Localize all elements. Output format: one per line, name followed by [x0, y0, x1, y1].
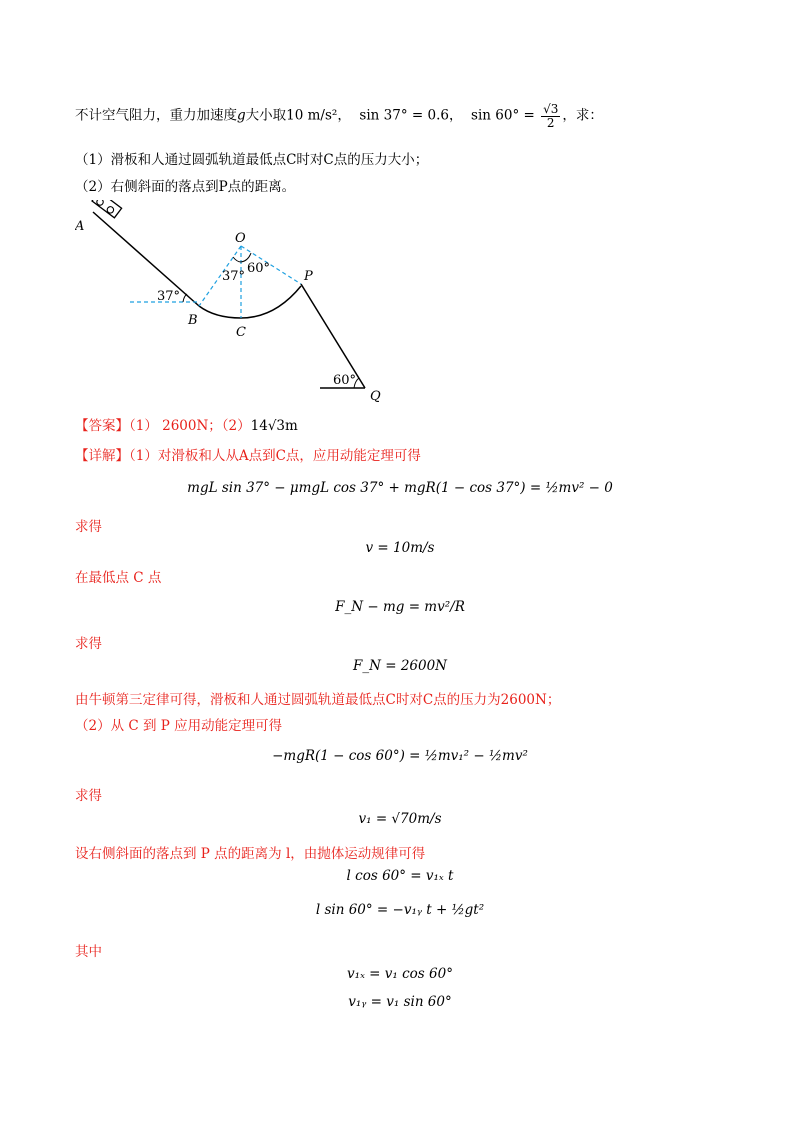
label-c: C [236, 325, 246, 340]
equation-1: mgL sin 37° − μmgL cos 37° + mgR(1 − cos 37°) = ½mv² − 0 [187, 480, 613, 496]
equation-7: l cos 60° = v₁ₓ t [346, 868, 454, 884]
question-1: （1）滑板和人通过圆弧轨道最低点C时对C点的压力大小； [75, 152, 429, 168]
solution-s2-intro: （2）从 C 到 P 应用动能定理可得 [75, 718, 283, 734]
get-text-2: 求得 [75, 636, 102, 652]
sin60-num: √3 [543, 102, 559, 116]
set-l-text: 设右侧斜面的落点到 P 点的距离为 l，由抛体运动规律可得 [75, 846, 426, 862]
sin60-lhs: sin 60° = [471, 107, 535, 124]
sin60-fraction [541, 103, 560, 129]
solution-tag: 【详解】 [75, 448, 129, 464]
sin60-den: 2 [546, 115, 555, 130]
label-o: O [235, 231, 246, 246]
sin37-value: sin 37° = 0.6 [359, 107, 449, 124]
equation-4: F_N = 2600N [353, 658, 447, 674]
answer-part1: （1） 2600N；（2） [129, 418, 251, 434]
newton-third-law: 由牛顿第三定律可得，滑板和人通过圆弧轨道最低点C时对C点的压力为2600N； [75, 692, 561, 708]
where-text: 其中 [75, 944, 102, 960]
equation-2: v = 10m/s [365, 540, 435, 556]
equation-6: v₁ = √70m/s [358, 811, 442, 827]
equation-5: −mgR(1 − cos 60°) = ½mv₁² − ½mv² [272, 748, 528, 764]
ask-text: ，求： [562, 107, 603, 124]
g-value: 10 m/s² [286, 107, 338, 124]
answer-part2: 14√3m [250, 418, 298, 434]
label-b: B [188, 313, 198, 328]
get-text-1: 求得 [75, 519, 102, 535]
angle-arc-o-37 [233, 257, 241, 262]
intro-mid: 大小取 [245, 107, 287, 124]
label-a: A [75, 219, 85, 234]
equation-8: l sin 60° = −v₁ᵧ t + ½gt² [315, 902, 485, 918]
question-2: （2）右侧斜面的落点到P点的距离。 [75, 179, 296, 195]
angle-label-b-37: 37° [157, 289, 181, 304]
equation-10: v₁ᵧ = v₁ sin 60° [348, 994, 452, 1010]
lowest-point-text: 在最低点 C 点 [75, 570, 162, 586]
problem-intro-line: 不计空气阻力，重力加速度g大小取10 m/s²， sin 37° = 0.6， sin 60° = $\frac{√3}{2}$ ，求： [75, 102, 603, 130]
g-symbol: g [237, 107, 246, 124]
answer-tag: 【答案】 [75, 418, 129, 434]
get-text-3: 求得 [75, 788, 102, 804]
track-diagram [75, 200, 395, 405]
solution-intro [75, 444, 421, 464]
circular-arc [199, 286, 301, 318]
angle-label-q-60: 60° [333, 373, 357, 388]
incline-ab [93, 212, 199, 306]
answer-line [75, 414, 298, 434]
intro-text: 不计空气阻力，重力加速度 [75, 107, 237, 124]
solution-s1-intro: （1）对滑板和人从A点到C点，应用动能定理可得 [129, 448, 421, 464]
angle-label-o-60: 60° [247, 261, 271, 276]
label-q: Q [370, 389, 381, 404]
equation-9: v₁ₓ = v₁ cos 60° [347, 966, 453, 982]
label-p: P [304, 269, 313, 284]
equation-3: F_N − mg = mv²/R [335, 599, 465, 615]
angle-label-o-37: 37° [222, 269, 246, 284]
